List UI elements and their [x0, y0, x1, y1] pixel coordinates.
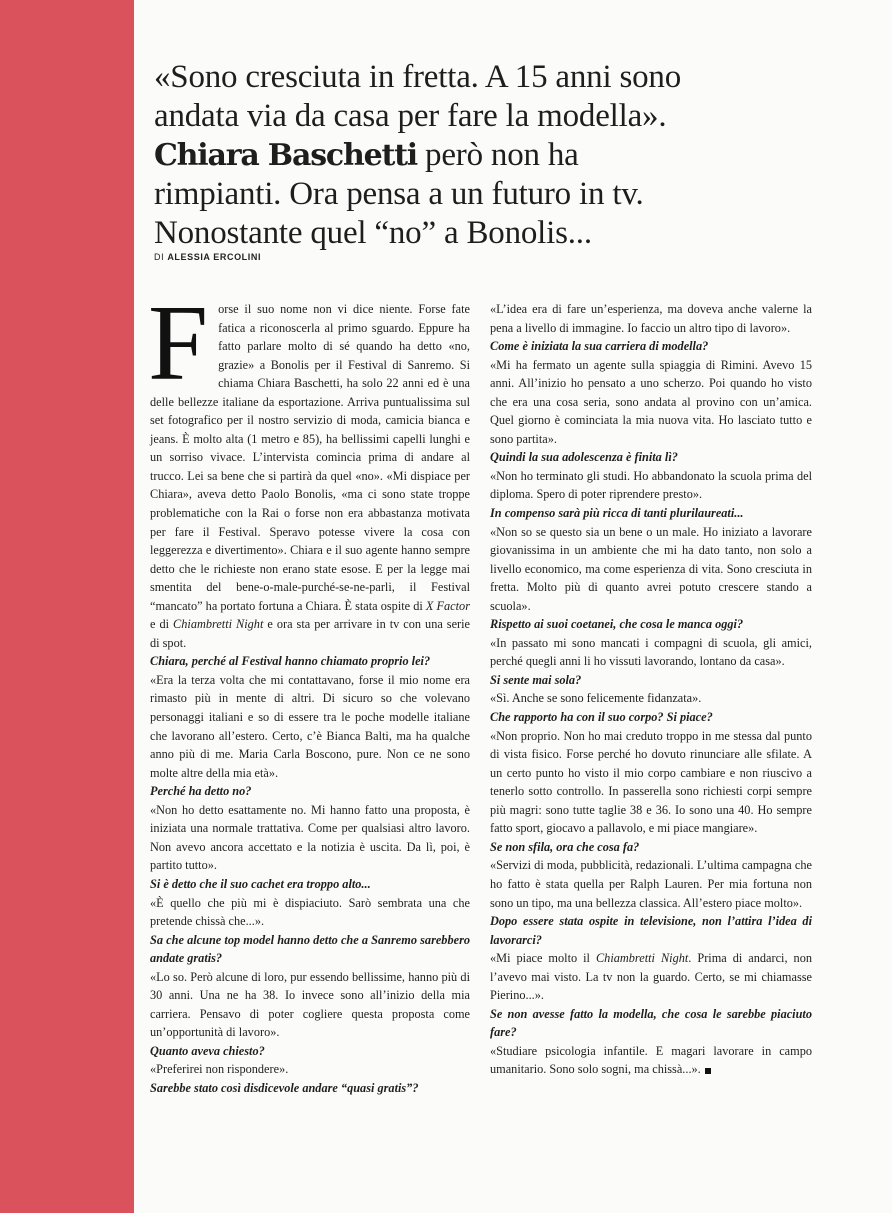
magazine-page — [134, 0, 892, 1213]
answer: «Lo so. Però alcune di loro, pur essendo bellissime, hanno più di 30 anni. Una ne ha 38. Io invece sono all’inizio della mia carriera. Pensavo di poter cogliere questa proposta come un’opportunità di lavoro». — [150, 969, 470, 1040]
intro-paragraph: Forse il suo nome non vi dice niente. Forse fate fatica a riconoscerla al primo sguardo. Eppure ha fatto parlare molto di sé quando ha detto «no, grazie» a Bonolis per il Festival di Sanremo. Si chiama Chiara Baschetti, ha solo 22 anni ed è una delle bellezze italiane da esportazione. Arriva puntualissima sul set fotografico per il nostro servizio di moda, camicia bianca e jeans. È molto alta (1 metro e 85), ha bellissimi capelli lunghi e un sorriso vivace. L’intervista comincia prima di andare al trucco. Lei sa bene che si partirà da quel «no». «Mi dispiace per Chiara», aveva detto Paolo Bonolis, «ma ci sono state troppe problematiche con la Rai o forse non era abbastanza motivata per fare il Festival. Speravo potesse vivere la cosa con leggerezza e divertimento». Chiara e il suo agente hanno sempre detto che le richieste non erano state esose. E per la legge mai smentita del bene-o-male-purché-se-ne-parli, il Festival “mancato” ha portato fortuna a Chiara. È stata ospite di X Factor e di Chiambretti Night e ora sta per arrivare in tv con una serie di spot. — [148, 284, 471, 650]
answer: «Servizi di moda, pubblicità, redazionali. L’ultima campagna che ho fatto è stata quella per Ralph Lauren. Per mia fortuna non sono un tipo, ma una bellezza classica. All’estero piace molto». — [490, 858, 812, 910]
answer: «Sì. Anche se sono felicemente fidanzata». — [490, 691, 702, 706]
answer: «Non so se questo sia un bene o un male. Ho iniziato a lavorare giovanissima in un ambiente che mi ha dato tanto, non solo a livello economico, ma come esperienza di vita. Sono cresciuta in fretta. Molto più di quanto avrei potuto crescere stando a scuola». — [490, 524, 812, 613]
answer: «Non ho detto esattamente no. Mi hanno fatto una proposta, è iniziata una normale trattativa. Come per qualsiasi altro lavoro. Non avevo ancora accettato e la notizia è uscita. Da lì, poi, è partito tutto». — [150, 802, 470, 873]
answer: «Non proprio. Non ho mai creduto troppo in me stessa dal punto di vista fisico. Forse perché ho dovuto rinunciare alle sfilate. A un certo punto ho visto il mio corpo cambiare e non riuscivo a tenerlo sotto controllo. In passerella sono richiesti corpi sempre più magri: sono tutte taglie 38 e 36. Io sono una 40. Ho sempre fatto sport, giocavo a pallavolo, e mi piace mangiare». — [490, 728, 812, 836]
headline-line-4: rimpianti. Ora pensa a un futuro in tv. — [154, 176, 644, 212]
question: Sarebbe stato così disdicevole andare “quasi gratis”? — [150, 1080, 419, 1095]
headline-line-3-rest: però non ha — [425, 137, 579, 173]
dropcap: F — [148, 284, 209, 403]
red-side-bar — [0, 0, 134, 1213]
headline-line-3 — [154, 136, 864, 175]
answer: «È quello che più mi è dispiaciuto. Sarò sembrata una che pretende chissà che...». — [150, 895, 470, 929]
question: Come è iniziata la sua carriera di modella? — [490, 339, 709, 354]
answer: «Mi piace molto il Chiambretti Night. Prima di andarci, non l’avevo mai visto. La tv non la guardo. Certo, se mi chiamasse Pierino...». — [490, 951, 812, 1003]
answer: «In passato mi sono mancati i compagni di scuola, gli amici, perché quegli anni li ho vissuti lavorando, lontano da casa». — [490, 635, 812, 669]
answer: «Mi ha fermato un agente sulla spiaggia di Rimini. Avevo 15 anni. All’inizio ho pensato a uno scherzo. Poi quando ho visto che era una cosa seria, sono andata al provino con un’amica. Quel giorno è cominciata la mia nuova vita. Ho lasciato tutto e sono partita». — [490, 357, 812, 446]
byline — [154, 252, 261, 262]
article-column-left — [148, 284, 471, 1098]
answer: «Preferirei non rispondere». — [150, 1062, 289, 1077]
answer: «Non ho terminato gli studi. Ho abbandonato la scuola prima del diploma. Spero di poter riprendere presto». — [490, 468, 812, 502]
question: Sa che alcune top model hanno detto che a Sanremo sarebbero andate gratis? — [150, 932, 470, 966]
headline-line-5: Nonostante quel “no” a Bonolis... — [154, 215, 592, 251]
question: Quanto aveva chiesto? — [150, 1043, 265, 1058]
question: Quindi la sua adolescenza è finita lì? — [490, 450, 678, 465]
question: Se non avesse fatto la modella, che cosa le sarebbe piaciuto fare? — [490, 1006, 812, 1040]
byline-author: ALESSIA ERCOLINI — [167, 252, 262, 262]
question: Che rapporto ha con il suo corpo? Si piace? — [490, 710, 713, 725]
byline-prefix: DI — [154, 252, 165, 262]
question: Chiara, perché al Festival hanno chiamato proprio lei? — [150, 654, 431, 669]
headline-line-2: andata via da casa per fare la modella». — [154, 98, 667, 134]
answer: «Era la terza volta che mi contattavano, forse il mio nome era rimasto più in mente di altri. Di sicuro so che volevano personaggi italiani e so di essere tra le poche modelle italiane che lavorano all’estero. Certo, c’è Bianca Balti, ma ha qualche anno più di me. Maria Carla Boscono, pure. Non ce ne sono molte altre della mia età». — [150, 672, 470, 780]
question: Si sente mai sola? — [490, 672, 582, 687]
question: Perché ha detto no? — [150, 784, 252, 799]
article-column-right — [490, 300, 812, 1079]
question: Se non sfila, ora che cosa fa? — [490, 839, 640, 854]
answer: «Studiare psicologia infantile. E magari lavorare in campo umanitario. Sono solo sogni, ma chissà...». — [490, 1043, 812, 1077]
answer: «L’idea era di fare un’esperienza, ma doveva anche valerne la pena a livello di immagine. Io faccio un altro tipo di lavoro». — [490, 302, 812, 335]
headline-name: Chiara Baschetti — [154, 138, 417, 173]
question: In compenso sarà più ricca di tanti plurilaureati... — [490, 506, 744, 521]
question: Rispetto ai suoi coetanei, che cosa le manca oggi? — [490, 617, 744, 632]
end-mark-icon — [705, 1068, 711, 1074]
headline — [154, 58, 864, 253]
headline-line-1: «Sono cresciuta in fretta. A 15 anni sono — [154, 59, 682, 95]
question: Si è detto che il suo cachet era troppo alto... — [150, 876, 371, 891]
question: Dopo essere stata ospite in televisione, non l’attira l’idea di lavorarci? — [490, 914, 812, 947]
